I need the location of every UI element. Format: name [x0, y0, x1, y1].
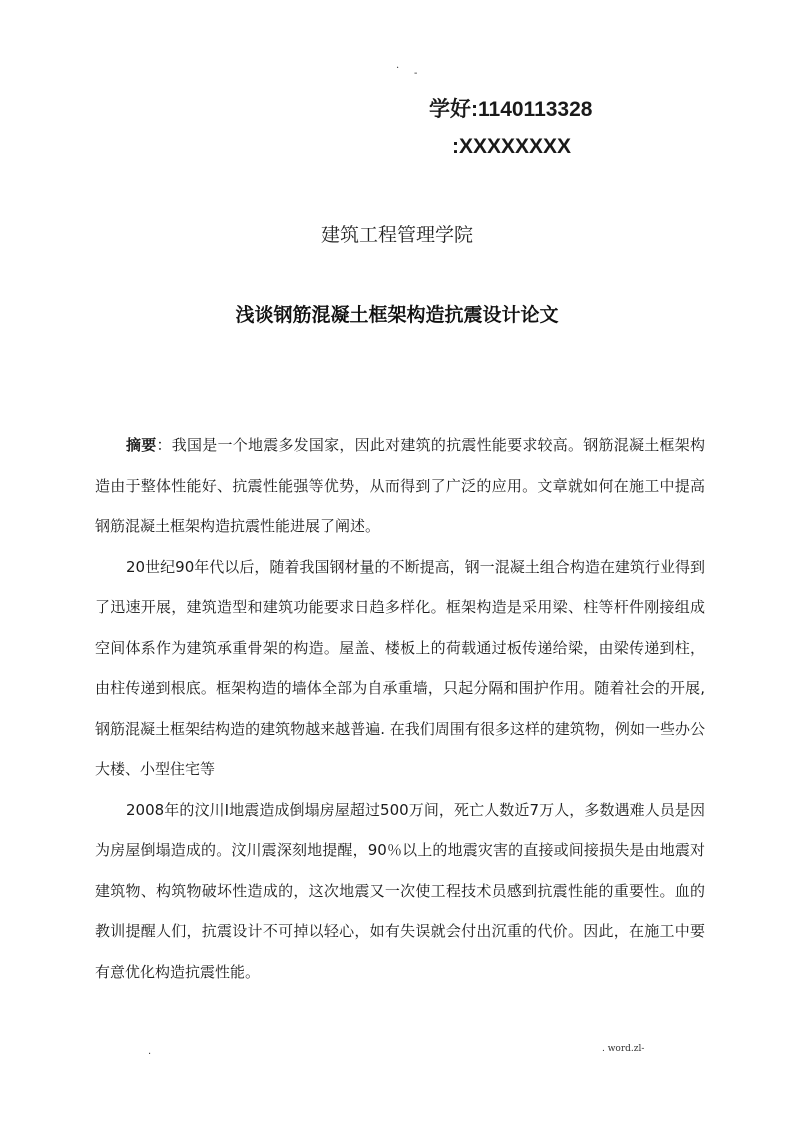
paper-title: 浅谈钢筋混凝土框架构造抗震设计论文: [235, 304, 559, 326]
abstract-label: 摘要: [126, 436, 157, 454]
footer-left-mark: .: [148, 1046, 152, 1057]
student-id: 学好:1140113328: [429, 98, 593, 121]
header-dot-mark: .: [396, 60, 400, 71]
body-paragraph: 20世纪90年代以后，随着我国钢材量的不断提高，钢一混凝土组合构造在建筑行业得到了迅速开展，建筑造型和建筑功能要求日趋多样化。框架构造是采用梁、柱等杆件刚接组成空间体系作为建筑承重骨架的构造。屋盖、楼板上的荷载通过板传递给梁，由梁传递到柱，由柱传递到根底。框架构造的墙体全部为自承重墙，只起分隔和围护作用。随着社会的开展,钢筋混凝土框架结构造的建筑物越来越普遍. 在我们周围有很多这样的建筑物，例如一些办公大楼、小型住宅等: [95, 557, 705, 778]
student-code: :XXXXXXXX: [452, 135, 572, 158]
header-dash-mark: -: [414, 68, 418, 79]
document-body: [95, 425, 705, 992]
abstract-paragraph: [95, 425, 705, 547]
school-name: 建筑工程管理学院: [320, 224, 473, 246]
footer-source: . word.zl-: [602, 1044, 645, 1054]
abstract-text: ：我国是一个地震多发国家，因此对建筑的抗震性能要求较高。钢筋混凝土框架构造由于整体性能好、抗震性能强等优势，从而得到了广泛的应用。文章就如何在施工中提高钢筋混凝土框架构造抗震性能进展了阐述。: [95, 436, 705, 535]
body-paragraph: 2008年的汶川I地震造成倒塌房屋超过500万间，死亡人数近7万人，多数遇难人员是因为房屋倒塌造成的。汶川震深刻地提醒，90％以上的地震灾害的直接或间接损失是由地震对建筑物、构筑物破坏性造成的，这次地震又一次使工程技术员感到抗震性能的重要性。血的教训提醒人们，抗震设计不可掉以轻心，如有失误就会付出沉重的代价。因此，在施工中要有意优化构造抗震性能。: [95, 800, 705, 981]
